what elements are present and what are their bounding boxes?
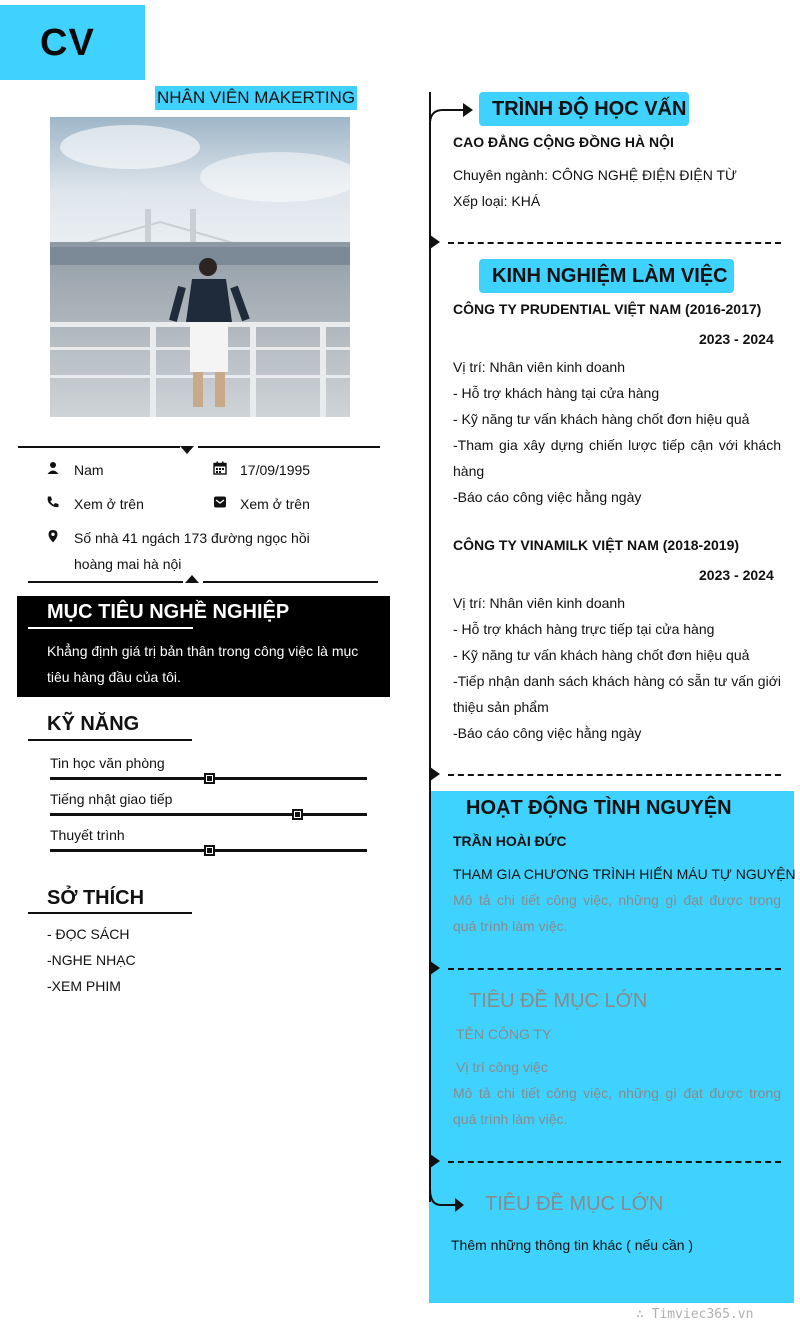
timeline-marker	[430, 767, 440, 781]
job-details	[453, 590, 781, 746]
extra-section-text: Thêm những thông tin khác ( nếu cần )	[451, 1237, 694, 1253]
dashed-divider	[448, 242, 781, 244]
birthday-value: 17/09/1995	[240, 462, 311, 478]
skill-name: Tiếng nhật giao tiếp	[50, 791, 173, 807]
skill-level-handle	[204, 845, 215, 856]
job-period: 2023 - 2024	[699, 567, 774, 583]
heading-underline	[28, 912, 192, 914]
job-detail-line: Vị trí: Nhân viên kinh doanh	[453, 359, 625, 375]
divider-arrow-up	[185, 575, 199, 583]
job-company: CÔNG TY PRUDENTIAL VIỆT NAM (2016-2017)	[453, 301, 762, 317]
divider	[203, 581, 378, 583]
heading-underline	[28, 627, 193, 629]
timeline-arrow-icon	[429, 100, 474, 129]
timeline-marker	[430, 1154, 440, 1168]
skill-level-handle	[204, 773, 215, 784]
watermark-text: Timviec365.vn	[651, 1307, 754, 1322]
divider	[28, 581, 183, 583]
dashed-divider	[448, 968, 781, 970]
volunteer-name: TRẦN HOÀI ĐỨC	[453, 833, 567, 849]
career-goal-line-1: Khẳng định giá trị bản thân trong công việc là mục	[47, 643, 359, 659]
address-line-2: hoàng mai hà nội	[74, 556, 182, 572]
hobby-item: - ĐỌC SÁCH	[47, 926, 130, 942]
email-value: Xem ở trên	[240, 496, 310, 512]
job-detail-line: -Tiếp nhận danh sách khách hàng có sẵn tư vấn giới thiệu sản phẩm	[453, 673, 781, 715]
skill-name: Tin học văn phòng	[50, 755, 165, 771]
education-school: CAO ĐẲNG CỘNG ĐỒNG HÀ NỘI	[453, 134, 674, 150]
hobbies-title: SỞ THÍCH	[47, 887, 145, 909]
job-company: CÔNG TY VINAMILK VIỆT NAM (2018-2019)	[453, 537, 740, 553]
hobby-item: -XEM PHIM	[47, 978, 121, 994]
job-title: NHÂN VIÊN MAKERTING	[155, 86, 357, 110]
hobby-list	[47, 921, 136, 999]
cv-label: CV	[40, 22, 95, 64]
timeline-end-arrow-icon	[429, 1188, 465, 1223]
job-detail-line: - Hỗ trợ khách hàng trực tiếp tại cửa hàng	[453, 621, 715, 637]
watermark-icon: ∴	[636, 1307, 652, 1322]
job-detail-line: - Hỗ trợ khách hàng tại cửa hàng	[453, 385, 660, 401]
education-grade: Xếp loại: KHÁ	[453, 193, 541, 209]
job-detail-line: - Kỹ năng tư vấn khách hàng chốt đơn hiệu quả	[453, 411, 750, 427]
education-major: Chuyên ngành: CÔNG NGHỆ ĐIỆN ĐIỆN TỪ	[453, 167, 738, 183]
phone-value: Xem ở trên	[74, 496, 144, 512]
phone-icon	[46, 495, 60, 514]
gender-value: Nam	[74, 462, 104, 478]
skill-level-handle	[292, 809, 303, 820]
hobby-item: -NGHE NHẠC	[47, 952, 136, 968]
timeline-marker	[430, 961, 440, 975]
timeline-line	[429, 92, 431, 1202]
skill-name: Thuyết trình	[50, 827, 125, 843]
profile-photo	[50, 117, 350, 417]
skill-track	[50, 813, 367, 816]
volunteer-activity: THAM GIA CHƯƠNG TRÌNH HIẾN MÁU TỰ NGUYỆN	[453, 866, 796, 882]
job-detail-line: -Báo cáo công việc hằng ngày	[453, 489, 642, 505]
email-icon	[213, 495, 227, 514]
career-goal-line-2: tiêu hàng đầu của tôi.	[47, 669, 181, 685]
skills-title: KỸ NĂNG	[47, 713, 140, 735]
dashed-divider	[448, 1161, 781, 1163]
timeline-marker	[430, 235, 440, 249]
address-line-1: Số nhà 41 ngách 173 đường ngọc hồi	[74, 530, 310, 546]
job-detail-line: -Tham gia xây dựng chiến lược tiếp cận với khách hàng	[453, 437, 781, 479]
job-detail-line: Vị trí: Nhân viên kinh doanh	[453, 595, 625, 611]
location-icon	[46, 529, 60, 548]
volunteer-description: Mô tả chi tiết công việc, những gì đạt được trong quá trình làm việc.	[453, 892, 781, 934]
volunteer-title: HOẠT ĐỘNG TÌNH NGUYỆN	[466, 797, 732, 819]
extra-section-title: TIÊU ĐỀ MỤC LỚN	[485, 1193, 664, 1215]
divider-arrow-down	[180, 446, 194, 454]
job-detail-line: -Báo cáo công việc hằng ngày	[453, 725, 642, 741]
divider	[198, 446, 380, 448]
job-detail-line: - Kỹ năng tư vấn khách hàng chốt đơn hiệu quả	[453, 647, 750, 663]
experience-title: KINH NGHIỆM LÀM VIỆC	[492, 265, 728, 287]
job-period: 2023 - 2024	[699, 331, 774, 347]
placeholder-company: TÊN CÔNG TY	[456, 1026, 552, 1042]
job-details	[453, 354, 781, 510]
education-title: TRÌNH ĐỘ HỌC VẤN	[492, 98, 687, 120]
placeholder-position: Vị trí công việc	[456, 1059, 548, 1075]
placeholder-section-title: TIÊU ĐỀ MỤC LỚN	[469, 990, 648, 1012]
gender-icon	[46, 461, 60, 480]
watermark	[636, 1307, 753, 1322]
divider	[18, 446, 180, 448]
placeholder-description: Mô tả chi tiết công việc, những gì đạt được trong quá trình làm việc.	[453, 1085, 781, 1127]
heading-underline	[28, 739, 192, 741]
career-goal-text	[47, 638, 358, 690]
career-goal-title: MỤC TIÊU NGHỀ NGHIỆP	[47, 601, 290, 623]
calendar-icon	[213, 461, 227, 480]
dashed-divider	[448, 774, 781, 776]
